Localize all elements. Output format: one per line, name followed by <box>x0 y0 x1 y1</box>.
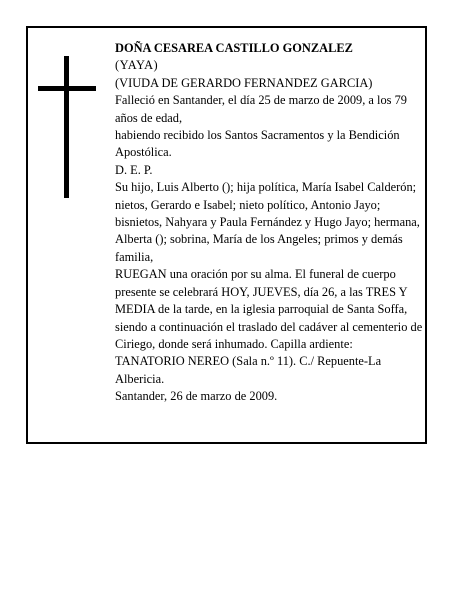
place-and-date: Santander, 26 de marzo de 2009. <box>115 389 278 404</box>
widow-of: (VIUDA DE GERARDO FERNANDEZ GARCIA) <box>115 75 373 90</box>
notice-text <box>115 40 423 406</box>
funeral-details: RUEGAN una oración por su alma. El funeral de cuerpo presente se celebrará HOY, JUEVES, día 26, a las TRES Y MEDIA de la tarde, en la iglesia parroquial de Santa Soffa, siendo a continuación el traslado del cadáver al cementerio de Ciriego, donde será inhumado. Capilla ardiente: TANATORIO NEREO (Sala n.º 11). C./ Repuente-La Albericia. <box>115 267 423 386</box>
family-members: Su hijo, Luis Alberto (); hija política, María Isabel Calderón; nietos, Gerardo e Isabel; nieto político, Antonio Jayo; bisnietos, Nahyara y Paula Fernández y Hugo Jayo; hermana, Alberta (); sobrina, María de los Angeles; primos y demás familia, <box>115 180 420 264</box>
cross-icon <box>38 56 98 198</box>
deceased-nickname: (YAYA) <box>115 58 159 73</box>
death-statement: Falleció en Santander, el día 25 de marzo de 2009, a los 79 años de edad, <box>115 93 407 125</box>
deceased-name: DOÑA CESAREA CASTILLO GONZALEZ <box>115 41 353 55</box>
sacraments-statement: habiendo recibido los Santos Sacramentos y la Bendición Apostólica. <box>115 128 400 160</box>
obituary-notice <box>26 26 427 444</box>
cross-horizontal-bar <box>38 86 96 91</box>
cross-vertical-bar <box>64 56 69 198</box>
rest-in-peace: D. E. P. <box>115 162 153 177</box>
